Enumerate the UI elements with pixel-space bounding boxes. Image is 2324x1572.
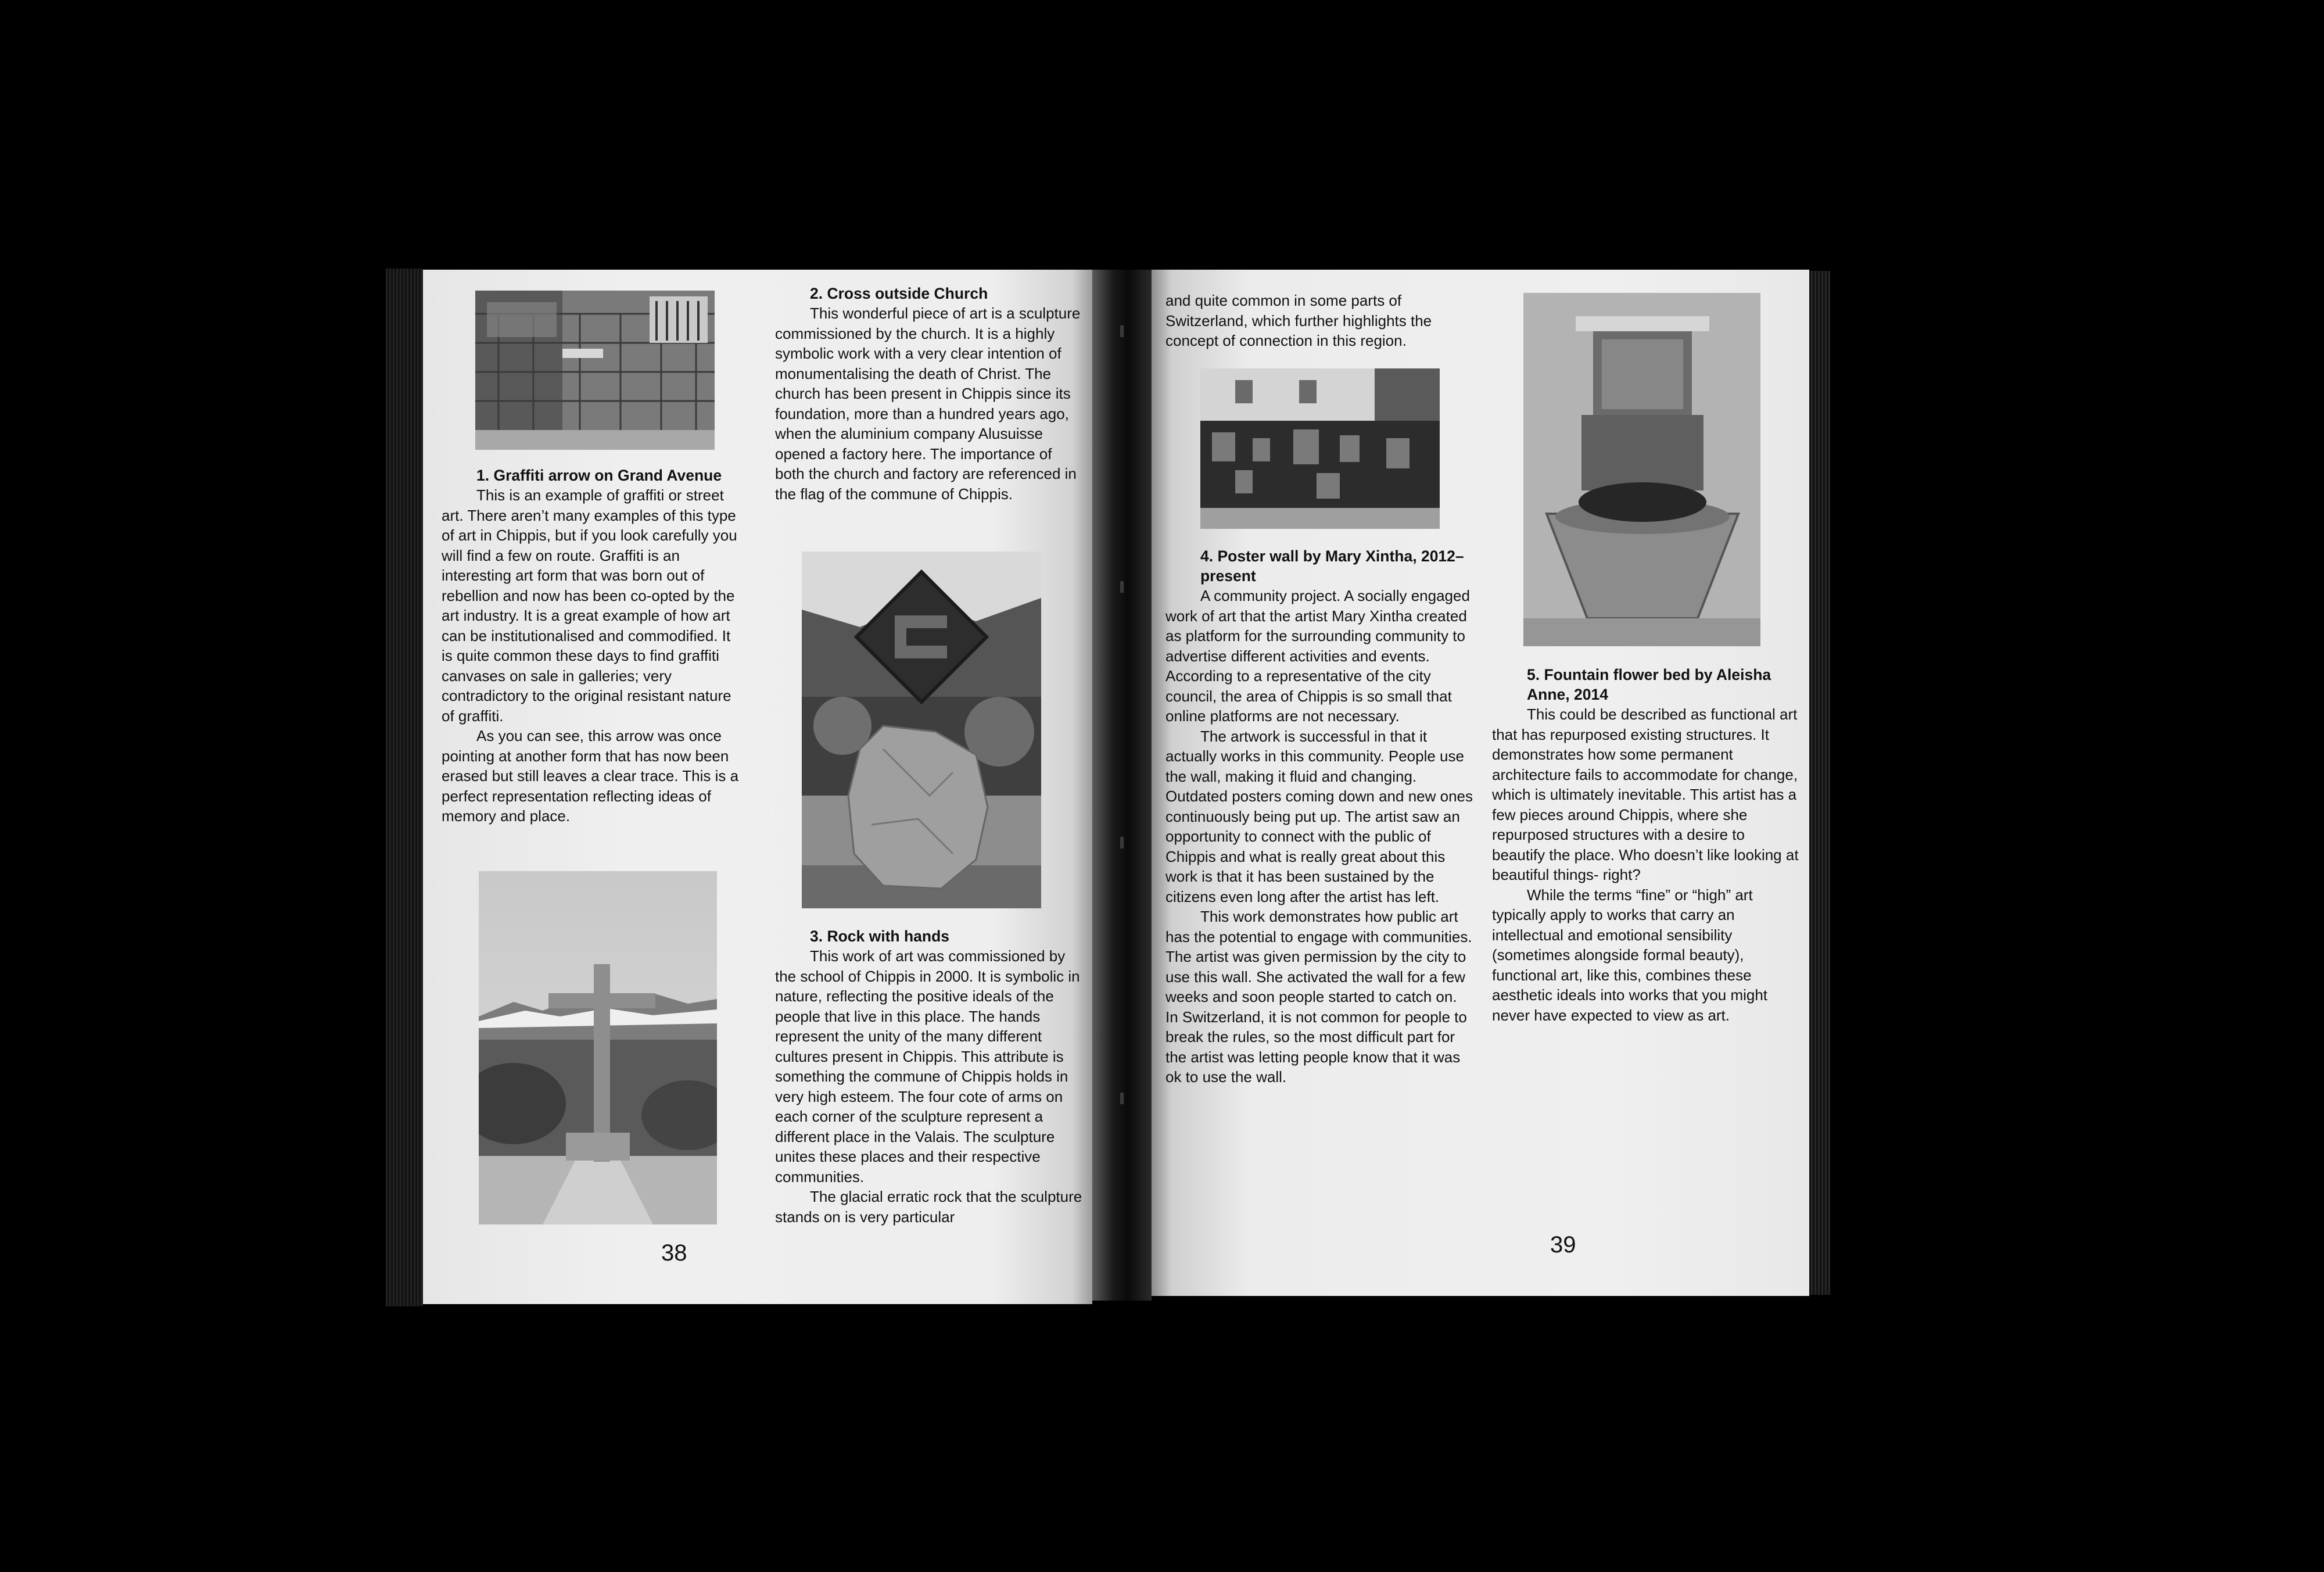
cross-photo [479,871,717,1224]
section-heading-fountain: 5. Fountain flower bed by Aleisha Anne, 2014 [1527,666,1771,703]
right-column-2 [1492,665,1800,1025]
fountain-photo [1523,293,1760,646]
binding-stitch [1120,1093,1124,1104]
page-number: 39 [1550,1232,1576,1258]
left-page-edge [386,268,423,1306]
binding-stitch [1120,581,1124,593]
right-column-1b [1165,546,1473,1087]
paragraph: This could be described as functional art that has repurposed existing structures. It demonstrates how some permanent architecture fails to accommodate for change, which is ultimately inevitable. This artist has a few pieces around Chippis, where she repurposed structures with a desire to beautify the place. Who doesn’t like looking at beautiful things- right? [1492,706,1799,883]
paragraph: and quite common in some parts of Switzerland, which further highlights the concept of connection in this region. [1165,292,1432,349]
section-heading-graffiti: 1. Graffiti arrow on Grand Avenue [476,467,722,484]
poster-wall-photo [1200,368,1440,529]
paragraph: This wonderful piece of art is a sculpture commissioned by the church. It is a highly symbolic work with a very clear intention of monumentalising the death of Christ. The church has been present in Chippis since its foundation, more than a hundred years ago, when the aluminium company Alusuisse opened a factory here. The importance of both the church and factory are referenced in the flag of the commune of Chippis. [775,305,1081,503]
graffiti-photo [475,291,715,450]
paragraph: The glacial erratic rock that the sculpture stands on is very particular [775,1188,1082,1226]
section-heading-rock: 3. Rock with hands [810,928,950,945]
left-column-2b [775,926,1089,1227]
right-page [1152,270,1809,1296]
binding-stitch [1120,325,1124,337]
section-heading-poster-wall: 4. Poster wall by Mary Xintha, 2012–present [1200,547,1464,585]
rock-hands-photo [802,552,1041,908]
page-number: 38 [661,1240,687,1266]
paragraph: As you can see, this arrow was once pointing at another form that has now been erased but still leaves a clear trace. This is a perfect representation reflecting ideas of memory and place. [442,727,739,825]
paragraph: This work demonstrates how public art has the potential to engage with communities. The artist was given permission by the city to use this wall. She activated the wall for a few weeks and soon people started to catch on. In Switzerland, it is not common for people to break the rules, so the most difficult part for the artist was letting people know that it was ok to use the wall. [1165,908,1472,1086]
paragraph: This is an example of graffiti or street art. There aren’t many examples of this type of art in Chippis, but if you look carefully you will find a few on route. Graffiti is an interesting art form that was born out of rebellion and now has been co-opted by the art industry. It is a great example of how art can be institutionalised and commodified. It is quite common these days to find graffiti canvases on sale in galleries; very contradictory to the original resistant nature of graffiti. [442,486,737,725]
paragraph: This work of art was commissioned by the school of Chippis in 2000. It is symbolic in nature, reflecting the positive ideals of the people that live in this place. The hands represent the unity of the many different cultures present in Chippis. This attribute is something the commune of Chippis holds in very high esteem. The four cote of arms on each corner of the sculpture represent a different place in the Valais. The sculpture unites these places and their respective communities. [775,947,1080,1186]
right-column-1 [1165,291,1468,351]
left-page [423,270,1092,1304]
section-heading-cross: 2. Cross outside Church [810,285,988,302]
right-page-edge [1809,271,1830,1295]
book-gutter [1092,270,1152,1301]
paragraph: While the terms “fine” or “high” art typically apply to works that carry an intellectual and emotional sensibility (sometimes alongside formal beauty), functional art, like this, combines these aesthetic ideals into works that you might never have expected to view as art. [1492,886,1768,1024]
left-column-2 [775,284,1083,504]
binding-stitch [1120,837,1124,848]
left-column-1 [442,465,744,826]
paragraph: A community project. A socially engaged work of art that the artist Mary Xintha created as platform for the surrounding community to advertise different activities and events. According to a representative of the city council, the area of Chippis is so small that online platforms are not necessary. [1165,587,1470,725]
paragraph: The artwork is successful in that it actually works in this community. People use the wall, making it fluid and changing. Outdated posters coming down and new ones continuously being put up. The artist saw an opportunity to connect with the public of Chippis and what is really great about this work is that it has been sustained by the citizens even long after the artist has left. [1165,727,1473,905]
